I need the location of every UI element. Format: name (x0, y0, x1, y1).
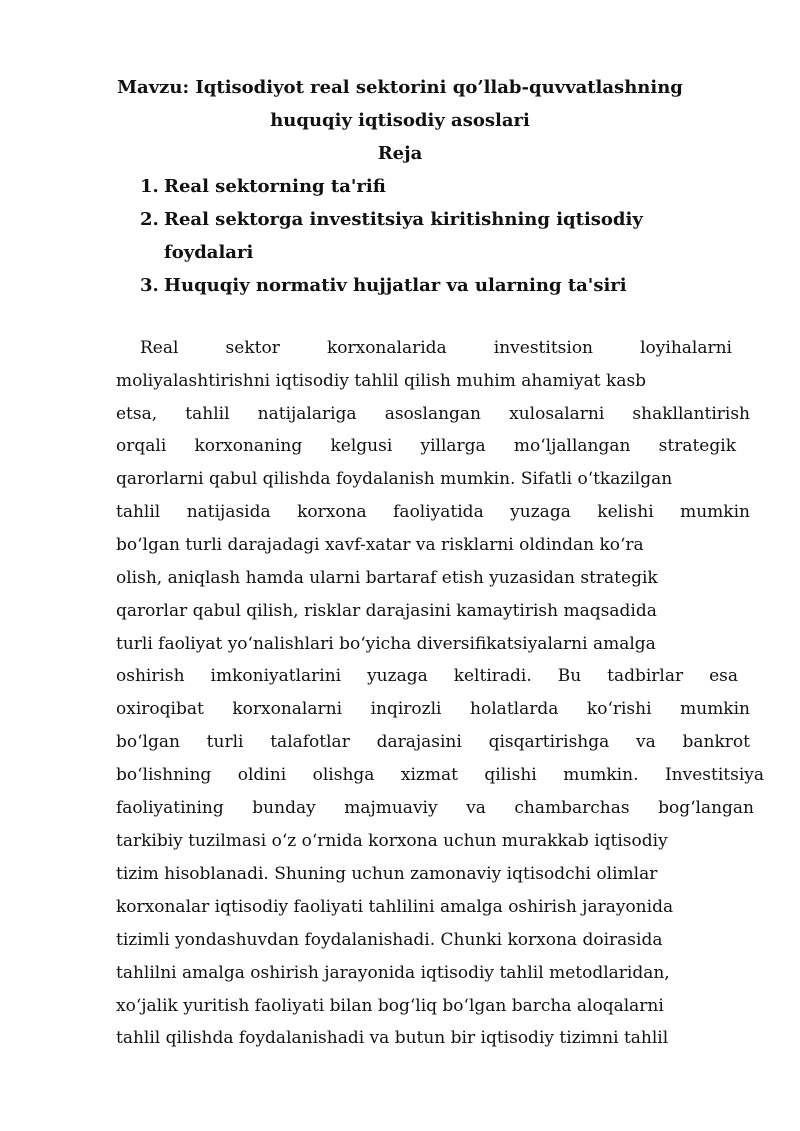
body-text-line: oxiroqibat korxonalarni inqirozli holatlarda koʻrishi mumkin (116, 699, 750, 719)
plan-heading: Reja (377, 143, 423, 164)
plan-item (140, 273, 627, 299)
body-text-line: korxonalar iqtisodiy faoliyati tahlilini amalga oshirish jarayonida (116, 897, 674, 917)
body-text-line: Real sektor korxonalarida investitsion loyihalarni (140, 338, 732, 358)
body-text-line: tahlilni amalga oshirish jarayonida iqtisodiy tahlil metodlaridan, (116, 963, 670, 983)
body-text-line: boʻlishning oldini olishga xizmat qilishi mumkin. Investitsiya (116, 765, 764, 785)
body-text-line: tarkibiy tuzilmasi oʻz oʻrnida korxona uchun murakkab iqtisodiy (116, 831, 668, 851)
plan-item-text: Real sektorga investitsiya kiritishning iqtisodiy (164, 209, 643, 230)
plan-item-text: foydalari (164, 242, 254, 263)
plan-item-number: 1. (140, 176, 159, 197)
plan-item-text: Real sektorning ta'rifi (164, 176, 386, 197)
plan-item-number: 3. (140, 275, 159, 296)
document-title-line-1: Mavzu: Iqtisodiyot real sektorini qo’llab-quvvatlashning (117, 77, 683, 98)
body-text-line: boʻlgan turli talafotlar darajasini qisqartirishga va bankrot (116, 732, 750, 752)
body-text-line: orqali korxonaning kelgusi yillarga moʻljallangan strategik (116, 436, 736, 456)
body-text-line: tahlil natijasida korxona faoliyatida yuzaga kelishi mumkin (116, 502, 750, 522)
plan-item-continuation (140, 240, 253, 266)
plan-item-number: 2. (140, 209, 159, 230)
body-text-line: qarorlar qabul qilish, risklar darajasini kamaytirish maqsadida (116, 601, 657, 621)
body-text-line: olish, aniqlash hamda ularni bartaraf etish yuzasidan strategik (116, 568, 658, 588)
body-text-line: boʻlgan turli darajadagi xavf-xatar va risklarni oldindan koʻra (116, 535, 644, 555)
body-text-line: oshirish imkoniyatlarini yuzaga keltiradi. Bu tadbirlar esa (116, 666, 738, 686)
body-text-line: faoliyatining bunday majmuaviy va chambarchas bogʻlangan (116, 798, 754, 818)
body-text-line: xoʻjalik yuritish faoliyati bilan bogʻliq boʻlgan barcha aloqalarni (116, 996, 664, 1016)
body-text-line: tizimli yondashuvdan foydalanishadi. Chunki korxona doirasida (116, 930, 663, 950)
plan-item-text: Huquqiy normativ hujjatlar va ularning ta'siri (164, 275, 627, 296)
body-text-line: turli faoliyat yoʻnalishlari boʻyicha diversifikatsiyalarni amalga (116, 634, 656, 654)
body-text-line: etsa, tahlil natijalariga asoslangan xulosalarni shakllantirish (116, 404, 750, 424)
body-text-line: qarorlarni qabul qilishda foydalanish mumkin. Sifatli oʻtkazilgan (116, 469, 673, 489)
document-title-line-2: huquqiy iqtisodiy asoslari (270, 110, 530, 131)
plan-item (140, 207, 643, 233)
body-text-line: tizim hisoblanadi. Shuning uchun zamonaviy iqtisodchi olimlar (116, 864, 658, 884)
body-text-line: moliyalashtirishni iqtisodiy tahlil qilish muhim ahamiyat kasb (116, 371, 647, 391)
plan-item (140, 174, 386, 200)
body-text-line: tahlil qilishda foydalanishadi va butun bir iqtisodiy tizimni tahlil (116, 1028, 669, 1048)
